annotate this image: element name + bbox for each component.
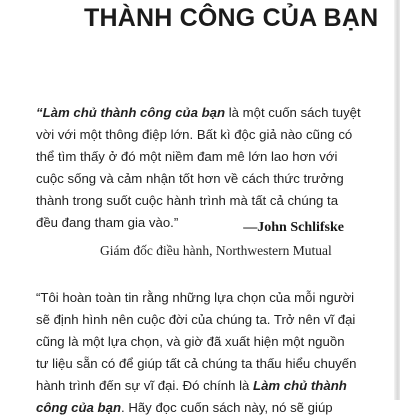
quote-line: thể tìm thấy ở đó một niềm đam mê lớn lao hơn với: [36, 149, 338, 164]
quote-line: công của bạn. Hãy đọc cuốn sách này, nó sẽ giúp: [36, 400, 333, 415]
book-title-emphasis: Làm chủ thành: [253, 378, 347, 393]
quote-second: [36, 287, 372, 419]
quote-line: hành trình đến sự vĩ đại. Đó chính là Làm chủ thành: [36, 378, 347, 393]
quote-author: —John Schlifske: [243, 220, 344, 235]
quote-line: “Làm chủ thành công của bạn là một cuốn sách tuyệt: [36, 105, 361, 120]
quote-author-role: Giám đốc điều hành, Northwestern Mutual: [100, 243, 332, 258]
quote-line: cuộc sống và cảm nhận tốt hơn về cách thức trưởng: [36, 171, 344, 186]
quote-schlifske: [36, 102, 372, 234]
book-title-emphasis: “Làm chủ thành công của bạn: [36, 105, 226, 120]
quote-line: sẽ định hình nên cuộc đời của chúng ta. Trở nên vĩ đại: [36, 312, 356, 327]
quote-line: “Tôi hoàn toàn tin rằng những lựa chọn của mỗi người: [36, 290, 355, 305]
page-edge: [394, 0, 400, 400]
book-title-emphasis: công của bạn: [36, 400, 121, 415]
quote-line: đều đang tham gia vào.”: [36, 215, 179, 230]
quote-line: cũng là một lựa chọn, và giờ đã xuất hiện một nguồn: [36, 334, 345, 349]
quote-line: tư liệu sẵn có để giúp tất cả chúng ta thấu hiểu chuyến: [36, 356, 357, 371]
quote-line: vời với một thông điệp lớn. Bất kì độc giả nào cũng có: [36, 127, 353, 142]
page-title: THÀNH CÔNG CỦA BẠN: [84, 4, 379, 32]
quote-line: thành trong suốt cuộc hành trình mà tất cả chúng ta: [36, 193, 339, 208]
